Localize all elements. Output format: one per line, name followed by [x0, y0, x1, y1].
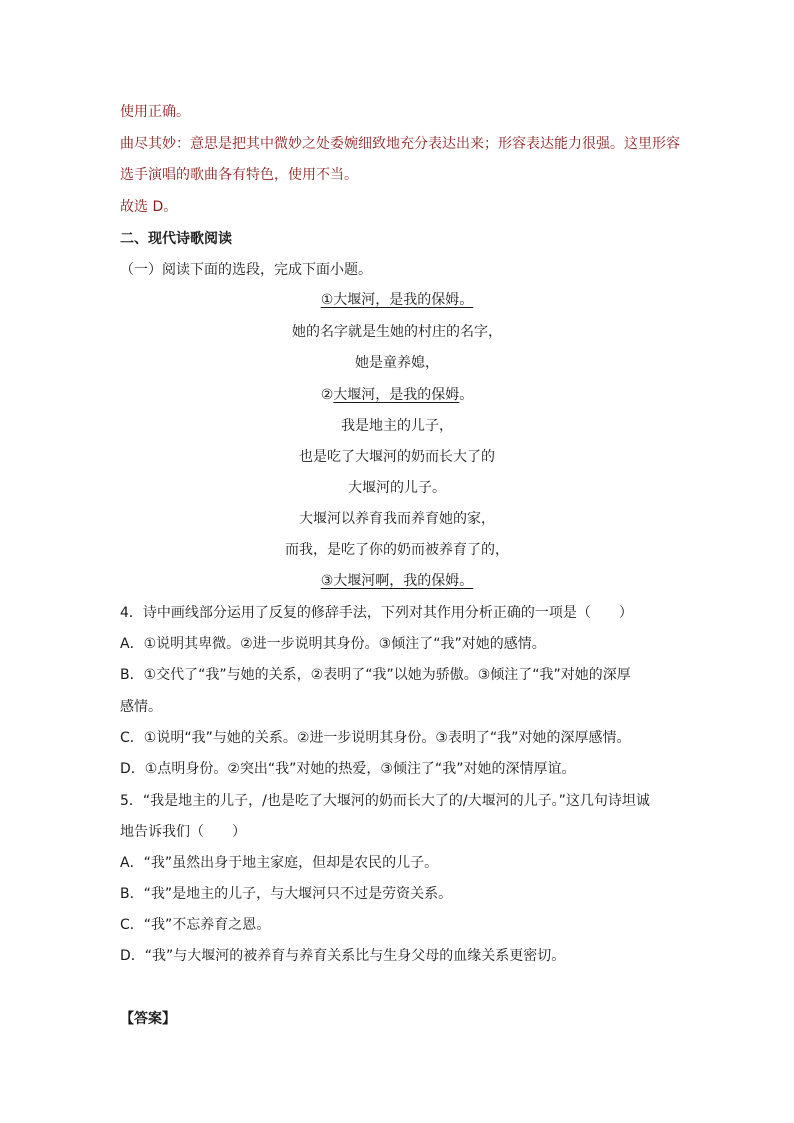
question-5-stem-line-2: 地告诉我们（ ）: [120, 824, 246, 840]
question-4-option-b-line-1: B．①交代了“我”与她的关系，②表明了“我”以她为骄傲。③倾注了“我”对她的深厚: [120, 667, 631, 683]
answer-label: 【答案】: [120, 1011, 176, 1027]
poem-line-8: 大堰河以养育我而养育她的家，: [299, 511, 495, 527]
section-heading: 二、现代诗歌阅读: [120, 231, 232, 247]
question-4-option-d: D．①点明身份。②突出“我”对她的热爱，③倾注了“我”对她的深情厚谊。: [120, 761, 576, 777]
poem-line-3: 她是童养媳，: [355, 355, 439, 371]
question-4-option-c: C．①说明“我”与她的关系。②进一步说明其身份。③表明了“我”对她的深厚感情。: [120, 730, 631, 746]
poem-line-5: 我是地主的儿子，: [341, 418, 453, 434]
poem-line-7: 大堰河的儿子。: [348, 480, 446, 496]
poem-line-2: 她的名字就是生她的村庄的名字，: [292, 324, 502, 340]
poem-line-1: ①大堰河，是我的保姆。: [320, 292, 474, 308]
explanation-line-3: 选手演唱的歌曲各有特色，使用不当。: [120, 167, 358, 183]
question-5-stem-line-1: 5．“我是地主的儿子，/也是吃了大堰河的奶而长大了的/大堰河的儿子。”这几句诗坦诚: [120, 793, 650, 809]
question-4-stem: 4．诗中画线部分运用了反复的修辞手法，下列对其作用分析正确的一项是（ ）: [120, 605, 633, 621]
poem-line-6: 也是吃了大堰河的奶而长大了的: [299, 449, 495, 465]
poem-line-4-underlined: 大堰河，是我的保姆: [333, 387, 460, 403]
explanation-line-4: 故选 D。: [120, 199, 178, 215]
poem-line-9: 而我，是吃了你的奶而被养育了的，: [285, 542, 509, 558]
question-5-option-c: C．“我”不忘养育之恩。: [120, 917, 271, 933]
question-5-option-a: A．“我”虽然出身于地主家庭，但却是农民的儿子。: [120, 855, 439, 871]
question-5-option-d: D．“我”与大堰河的被养育与养育关系比与生身父母的血缘关系更密切。: [120, 948, 566, 964]
question-5-option-b: B．“我”是地主的儿子，与大堰河只不过是劳资关系。: [120, 886, 453, 902]
poem-line-4-suffix: 。: [459, 387, 474, 403]
explanation-line-2: 曲尽其妙：意思是把其中微妙之处委婉细致地充分表达出来；形容表达能力很强。这里形容: [120, 136, 680, 152]
poem-line-4-prefix: ②: [320, 387, 334, 403]
question-4-option-b-line-2: 感情。: [120, 699, 162, 715]
section-instruction: （一）阅读下面的选段，完成下面小题。: [120, 262, 372, 278]
poem-line-10: ③大堰河啊，我的保姆。: [320, 573, 474, 589]
poem-line-4: [240, 385, 554, 405]
explanation-line-1: 使用正确。: [120, 104, 190, 120]
question-4-option-a: A．①说明其卑微。②进一步说明其身份。③倾注了“我”对她的感情。: [120, 636, 546, 652]
